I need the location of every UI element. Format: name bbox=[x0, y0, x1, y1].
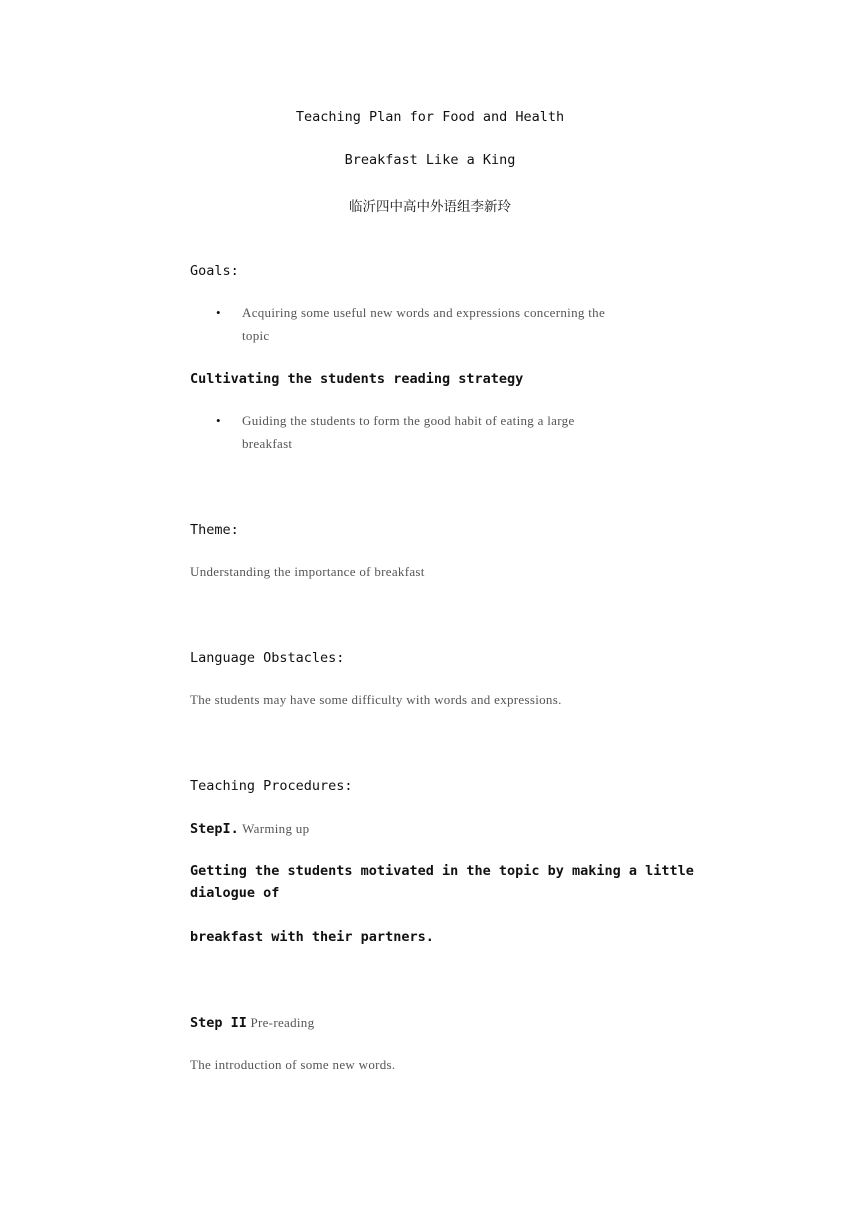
theme-text: Understanding the importance of breakfast bbox=[190, 564, 425, 579]
goal-1-line-1: Acquiring some useful new words and expressions concerning the bbox=[242, 305, 606, 320]
step-2-heading bbox=[190, 1014, 314, 1032]
bullet-icon: • bbox=[216, 413, 221, 428]
step-1-text-line-1: Getting the students motivated in the topic by making a little bbox=[190, 863, 694, 879]
document-subtitle: Breakfast Like a King bbox=[344, 152, 516, 168]
goal-1-line-2: topic bbox=[242, 328, 270, 343]
step-2-text: The introduction of some new words. bbox=[190, 1057, 396, 1072]
step-2-name: Pre-reading bbox=[246, 1015, 315, 1030]
obstacles-text: The students may have some difficulty with words and expressions. bbox=[190, 692, 562, 707]
theme-heading: Theme: bbox=[190, 522, 239, 538]
procedures-heading: Teaching Procedures: bbox=[190, 778, 353, 794]
step-1-text-line-3: breakfast with their partners. bbox=[190, 929, 434, 945]
subgoal-heading: Cultivating the students reading strategy bbox=[190, 371, 524, 387]
step-1-text-line-2: dialogue of bbox=[190, 885, 280, 901]
goal-2-line-1: Guiding the students to form the good habit of eating a large bbox=[242, 413, 575, 428]
step-1-heading bbox=[190, 820, 309, 838]
bullet-icon: • bbox=[216, 305, 221, 320]
step-1-name: Warming up bbox=[238, 821, 310, 836]
document-author: 临沂四中高中外语组李新玲 bbox=[349, 199, 511, 215]
goal-2-line-2: breakfast bbox=[242, 436, 293, 451]
document-title: Teaching Plan for Food and Health bbox=[295, 109, 565, 125]
obstacles-heading: Language Obstacles: bbox=[190, 650, 345, 666]
step-2-label: Step II bbox=[190, 1015, 247, 1031]
step-1-label: StepI. bbox=[190, 821, 239, 837]
goals-heading: Goals: bbox=[190, 263, 239, 279]
